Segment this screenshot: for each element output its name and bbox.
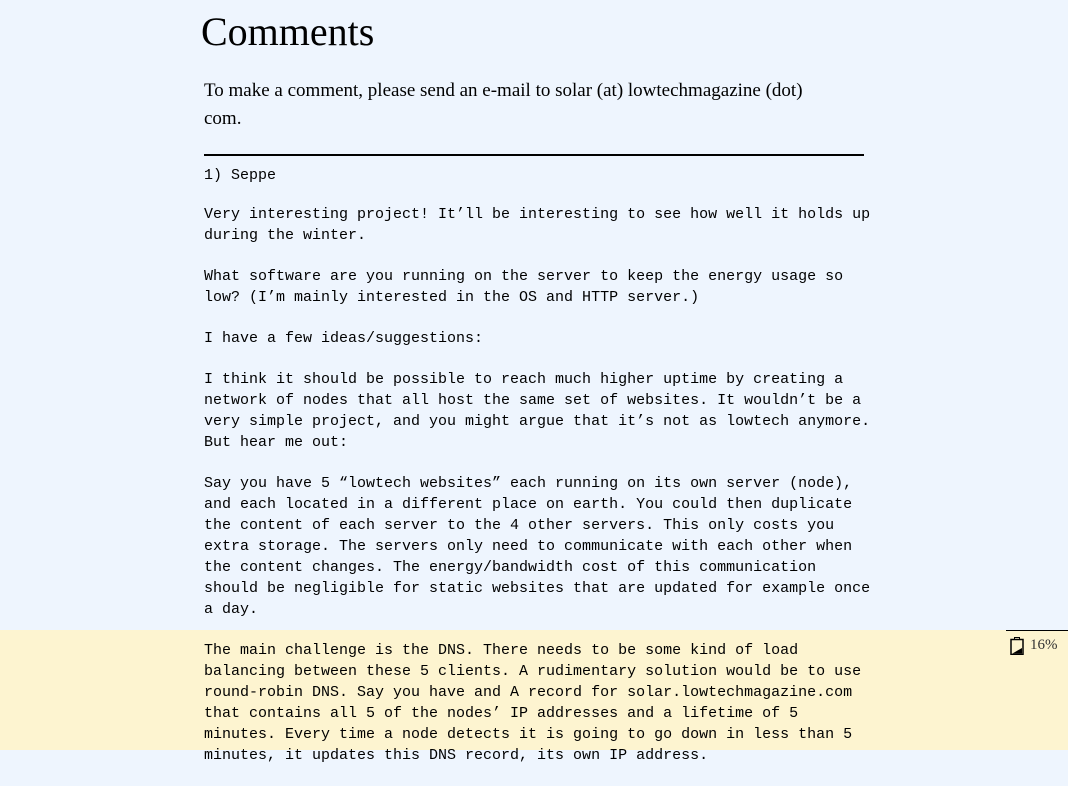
comment-paragraph: What software are you running on the server to keep the energy usage so low? (I’m mainly interested in the OS and HTTP server.): [204, 268, 844, 306]
comment-paragraph: Say you have 5 “lowtech websites” each running on its own server (node), and each located in a different place on earth. You could then duplicate the content of each server to the 4 other servers. This only costs you extra storage. The servers only need to communicate with each other when the content changes. The energy/bandwidth cost of this communication should be negligible for static websites that are updated for example once a day.: [204, 475, 871, 618]
comment-item: [204, 165, 874, 786]
page-title: Comments: [201, 9, 375, 54]
comment-paragraph: The main challenge is the DNS. There needs to be some kind of load balancing between these 5 clients. A rudimentary solution would be to use round-robin DNS. Say you have and A record for solar.lowtechmagazine.com that contains all 5 of the nodes’ IP addresses and a lifetime of 5 minutes. Every time a node detects it is going to go down in less than 5 minutes, it updates this DNS record, its own IP address.: [204, 642, 862, 764]
battery-icon: [1010, 637, 1024, 655]
comment-paragraph: I think it should be possible to reach much higher uptime by creating a network of nodes that all host the same set of websites. It wouldn’t be a very simple project, and you might argue that it’s not as lowtech anymore. But hear me out:: [204, 371, 871, 451]
divider: [204, 154, 864, 156]
comment-paragraph: I have a few ideas/suggestions:: [204, 330, 484, 347]
comment-instructions: To make a comment, please send an e-mail to solar (at) lowtechmagazine (dot) com.: [204, 80, 803, 129]
comment-paragraph: Very interesting project! It’ll be interesting to see how well it holds up during the winter.: [204, 206, 871, 244]
battery-percentage: 16%: [1030, 637, 1058, 653]
battery-indicator: [1006, 630, 1068, 659]
comment-author: 1) Seppe: [204, 167, 277, 184]
